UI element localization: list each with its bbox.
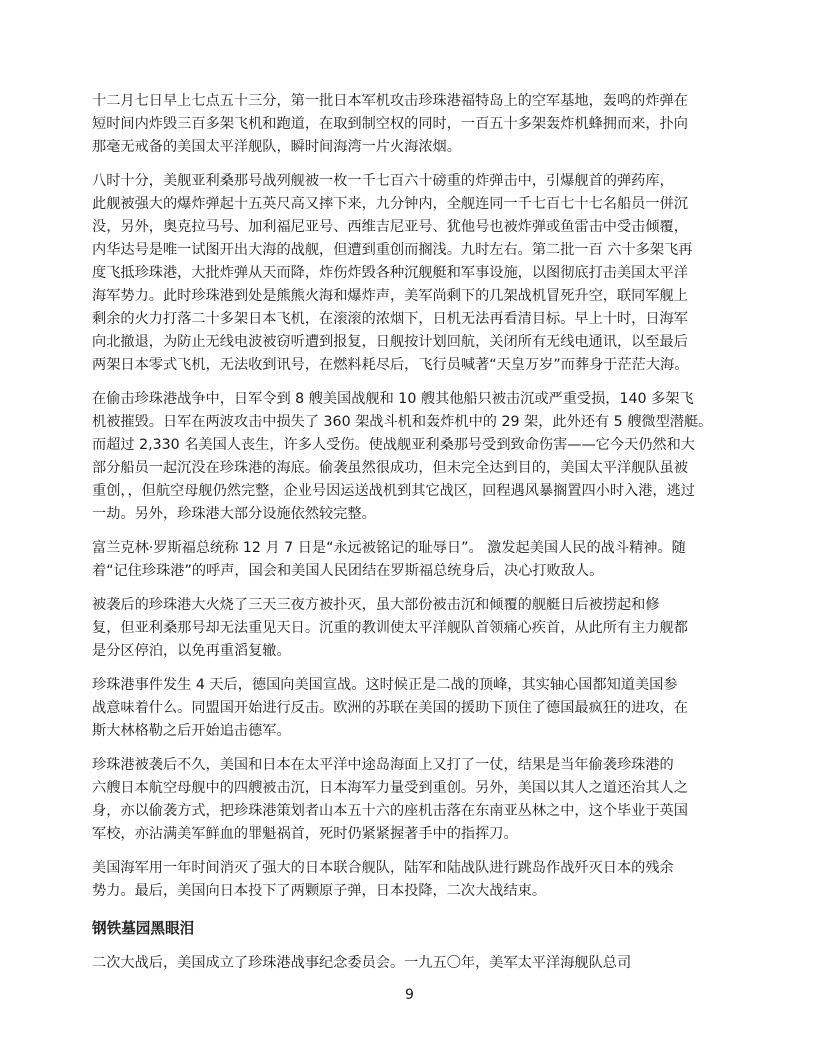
text-line: 复，但亚利桑那号却无法重见天日。沉重的教训使太平洋舰队首领痛心疾首，从此所有主力舰都 [92,620,688,636]
text-line: 而超过 2,330 名美国人丧生，许多人受伤。使战舰亚利桑那号受到致命伤害——它今天仍然和大 [92,437,695,453]
text-line: 没，另外，奥克拉马号、加利福尼亚号、西维吉尼亚号、犹他号也被炸弹或鱼雷击中受击倾覆， [92,219,688,235]
text-line: 剩余的火力打落二十多架日本飞机，在滚滚的浓烟下，日机无法再看清目标。早上十时，日海军 [92,311,688,327]
text-line: 那毫无戒备的美国太平洋舰队，瞬时间海湾一片火海浓烟。 [92,139,461,155]
text-line: 斯大林格勒之后开始追击德军。 [92,723,291,739]
text-line: 两架日本零式飞机，无法收到讯号，在燃料耗尽后，飞行员喊著“天皇万岁”而葬身于茫茫大海。 [92,357,689,373]
text-line: 重创，，但航空母舰仍然完整，企业号因运送战机到其它战区，回程遇风暴搁置四小时入港，逃过 [92,483,695,499]
text-line: 八时十分，美舰亚利桑那号战列舰被一枚一千七百六十磅重的炸弹击中，引爆舰首的弹药库， [92,173,674,189]
text-line: 在偷击珍珠港战争中，日军令到 8 艘美国战舰和 10 艘其他船只被击沉或严重受损，140 多架飞 [92,391,694,407]
text-line: 机被摧毁。日军在两波攻击中损失了 360 架战斗机和轰炸机中的 29 架，此外还有 5 艘微型潜艇。 [92,414,713,430]
section-heading: 钢铁墓园黑眼泪 [92,920,195,937]
text-line: 海军势力。此时珍珠港到处是熊熊火海和爆炸声，美军尚剩下的几架战机冒死升空，联同军舰上 [92,288,688,304]
text-line: 被袭后的珍珠港大火烧了三天三夜方被扑灭，虽大部份被击沉和倾覆的舰艇日后被捞起和修 [92,597,660,613]
text-line: 势力。最后，美国向日本投下了两颗原子弹，日本投降，二次大战结束。 [92,883,547,899]
text-line: 着“记住珍珠港”的呼声，国会和美国人民团结在罗斯福总统身后，决心打败敌人。 [92,563,604,579]
text-line: 战意味着什么。同盟国开始进行反击。欧洲的苏联在美国的援助下顶住了德国最疯狂的进攻，在 [92,700,688,716]
text-line: 军校，亦沾满美军鲜血的罪魁祸首，死时仍紧紧握著手中的指挥刀。 [92,826,518,842]
page-number: 9 [405,987,414,1003]
text-line: 度飞抵珍珠港，大批炸弹从天而降，炸伤炸毁各种沉舰艇和军事设施，以图彻底打击美国太平洋 [92,265,688,281]
text-line: 是分区停泊，以免再重滔复辙。 [92,643,291,659]
text-line: 珍珠港事件发生 4 天后，德国向美国宣战。这时候正是二战的顶峰，其实轴心国都知道美国参 [92,677,678,693]
text-line: 富兰克林·罗斯福总统称 12 月 7 日是“永远被铭记的耻辱日”。 激发起美国人民的战斗精神。随 [92,540,686,556]
text-line: 美国海军用一年时间消灭了强大的日本联合舰队，陆军和陆战队进行跳岛作战歼灭日本的残余 [92,860,674,876]
text-line: 短时间内炸毁三百多架飞机和跑道，在取到制空权的同时，一百五十多架轰炸机蜂拥而来，扑向 [92,116,688,132]
text-line: 身，亦以偷袭方式，把珍珠港策划者山本五十六的座机击落在东南亚丛林之中，这个毕业于英国 [92,803,688,819]
text-line: 向北撤退，为防止无线电波被窃听遭到报复，日舰按计划回航，关闭所有无线电通讯，以至最后 [92,334,688,350]
text-line: 一劫。另外，珍珠港大部分设施依然较完整。 [92,506,376,522]
text-line: 二次大战后，美国成立了珍珠港战事纪念委员会。一九五〇年，美军太平洋海舰队总司 [92,955,632,971]
text-line: 珍珠港被袭后不久，美国和日本在太平洋中途岛海面上又打了一仗，结果是当年偷袭珍珠港的 [92,757,674,773]
text-line: 十二月七日早上七点五十三分，第一批日本军机攻击珍珠港福特岛上的空军基地，轰鸣的炸弹在 [92,93,688,109]
text-line: 六艘日本航空母舰中的四艘被击沉，日本海军力量受到重创。另外，美国以其人之道还治其人之 [92,780,688,796]
text-line: 内华达号是唯一试图开出大海的战舰，但遭到重创而搁浅。九时左右。第二批一百 六十多架飞再 [92,242,693,258]
text-line: 此舰被强大的爆炸弹起十五英尺高又摔下来，九分钟内，全舰连同一千七百七十七名船员一併沉 [92,196,688,212]
text-line: 部分船员一起沉没在珍珠港的海底。偷袭虽然很成功，但未完全达到目的，美国太平洋舰队虽被 [92,460,688,476]
